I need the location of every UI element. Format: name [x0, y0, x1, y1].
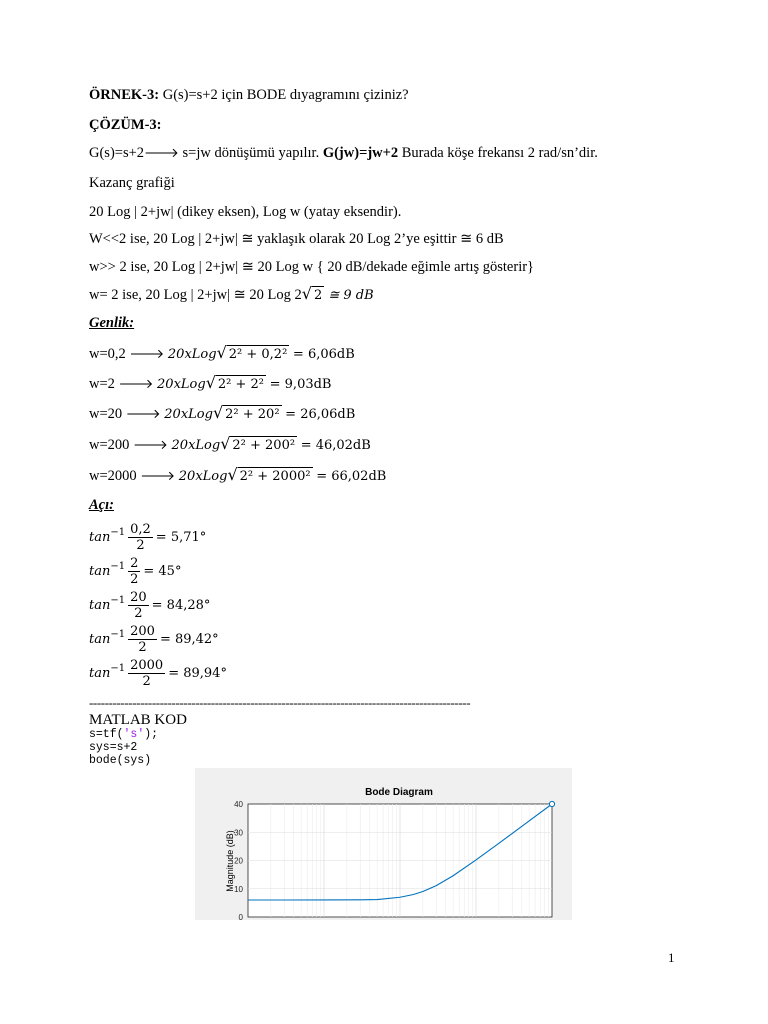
genlik-result: = 46,02dB: [300, 438, 371, 453]
fraction-num: 0,2: [130, 522, 151, 537]
sqrt-sign: √: [216, 343, 227, 362]
y-tick-label: 20: [234, 856, 243, 866]
y-tick-label: 40: [234, 800, 243, 809]
aci-row: [89, 624, 219, 655]
tan-exp: −1: [110, 629, 126, 640]
fraction: [128, 590, 149, 621]
sqrt-sign: √: [301, 284, 312, 303]
code-line-2: sys=s+2: [89, 741, 138, 754]
genlik-title-text: Genlik:: [89, 315, 135, 331]
aci-result: = 84,28°: [151, 597, 211, 613]
example-label: ÖRNEK-3:: [89, 87, 160, 103]
genlik-prefix: 20xLog: [178, 469, 228, 484]
aci-result: = 89,94°: [168, 665, 227, 681]
bode-figure: [195, 768, 572, 920]
fraction-num: 200: [130, 624, 155, 639]
fraction: [128, 522, 153, 553]
sqrt-sign: √: [227, 465, 238, 484]
genlik-prefix: 20xLog: [167, 347, 217, 362]
y-axis-label: Magnitude (dB): [225, 830, 235, 892]
sqrt-sign: √: [220, 434, 231, 453]
genlik-result: = 66,02dB: [316, 469, 387, 484]
fraction-num: 20: [130, 590, 147, 605]
genlik-w: w=2: [89, 376, 115, 392]
code-tf: s=tf(: [89, 728, 124, 741]
genlik-w: w=20: [89, 406, 123, 422]
code-end: );: [144, 728, 159, 741]
intro-line-3: 20 Log | 2+jw| (dikey eksen), Log w (yatay eksendir).: [89, 204, 402, 220]
aci-result: = 45°: [143, 563, 182, 579]
genlik-prefix: 20xLog: [157, 377, 206, 392]
aci-title-text: Açı:: [89, 497, 114, 513]
genlik-w: w=0,2: [89, 346, 126, 362]
intro-transform: s=jw dönüşümü yapılır.: [178, 145, 323, 161]
tan-exp: −1: [110, 527, 126, 538]
genlik-radicand: 2² + 20²: [225, 407, 280, 422]
genlik-row: [89, 374, 332, 394]
example-line: [89, 86, 409, 104]
genlik-row: [89, 404, 355, 424]
series-end-marker: [549, 801, 554, 806]
matlab-title: MATLAB KOD: [89, 712, 187, 728]
intro-line-1: [89, 144, 598, 163]
intro-line-5: w>> 2 ise, 20 Log | 2+jw| ≅ 20 Log w { 20 dB/dekade eğimle artış gösterir}: [89, 259, 535, 275]
genlik-title: [89, 314, 134, 332]
fraction: [128, 658, 165, 689]
aci-result: = 5,71°: [155, 529, 207, 545]
arrow-icon: 🡒: [133, 438, 168, 453]
aci-row: [89, 590, 210, 621]
tan-fn: tan: [89, 563, 111, 579]
genlik-radicand: 2² + 2000²: [239, 469, 311, 484]
tan-fn: tan: [89, 529, 111, 545]
fraction-num: 2000: [130, 658, 164, 673]
genlik-row: [89, 344, 355, 364]
fraction-den: 2: [138, 640, 147, 655]
genlik-w: w=2000: [89, 468, 137, 484]
chart-title: Bode Diagram: [365, 787, 433, 798]
arrow-icon: 🡒: [129, 347, 165, 362]
y-tick-label: 0: [238, 913, 243, 920]
tan-fn: tan: [89, 631, 111, 647]
sqrt-sign: √: [212, 403, 224, 422]
fraction-den: 2: [130, 572, 139, 587]
arrow-icon: 🡒: [118, 377, 154, 392]
y-tick-label: 30: [234, 828, 243, 838]
tan-exp: −1: [110, 595, 126, 606]
genlik-prefix: 20xLog: [164, 407, 213, 422]
example-text: G(s)=s+2 için BODE dıyagramını çiziniz?: [159, 87, 409, 103]
tan-fn: tan: [89, 597, 111, 613]
genlik-radicand: 2² + 0,2²: [228, 347, 288, 362]
separator: -------------------------------------------------------------------------------------------------: [89, 695, 471, 710]
sqrt-radicand: 2: [313, 288, 323, 303]
genlik-radicand: 2² + 200²: [232, 438, 296, 453]
fraction: [128, 624, 157, 655]
y-ticks: [234, 800, 243, 920]
sqrt-sign: √: [205, 373, 216, 392]
fraction: [128, 556, 140, 587]
solution-line: [89, 116, 162, 134]
genlik-result: = 9,03dB: [269, 377, 332, 392]
arrow-icon: 🡒: [140, 469, 176, 484]
arrow-icon: 🡒: [125, 407, 161, 422]
intro-gjw: G(jw)=jw+2: [322, 145, 399, 161]
tan-exp: −1: [110, 663, 126, 674]
code-string: 's': [123, 728, 145, 741]
intro-corner: Burada köşe frekansı 2 rad/sn’dir.: [398, 145, 598, 161]
fraction-den: 2: [136, 538, 145, 553]
aci-title: [89, 496, 114, 514]
genlik-w: w=200: [89, 437, 130, 453]
page-number: 1: [668, 950, 675, 965]
genlik-row: [89, 466, 386, 486]
intro-line-2: Kazanç grafiği: [89, 175, 175, 191]
tan-fn: tan: [89, 665, 111, 681]
tan-exp: −1: [110, 561, 126, 572]
intro-l6-text: w= 2 ise, 20 Log | 2+jw| ≅ 20 Log 2: [89, 287, 302, 303]
code-line-1: [89, 728, 158, 741]
genlik-result: = 26,06dB: [285, 407, 356, 422]
intro-l6-result: ≅ 9 dB: [324, 288, 374, 303]
code-line-3: bode(sys): [89, 754, 152, 767]
genlik-radicand: 2² + 2²: [217, 377, 265, 392]
fraction-num: 2: [130, 556, 139, 571]
genlik-result: = 6,06dB: [292, 347, 355, 362]
solution-label: ÇÖZÜM-3:: [89, 117, 162, 133]
aci-row: [89, 658, 227, 689]
bode-chart: [195, 768, 572, 920]
genlik-row: [89, 435, 371, 455]
intro-line-6: [89, 285, 374, 305]
fraction-den: 2: [134, 606, 143, 621]
aci-row: [89, 522, 206, 553]
fraction-den: 2: [142, 674, 151, 689]
genlik-prefix: 20xLog: [171, 438, 221, 453]
arrow-icon: 🡒: [144, 146, 179, 161]
intro-gs: G(s)=s+2: [89, 145, 145, 161]
intro-line-4: W<<2 ise, 20 Log | 2+jw| ≅ yaklaşık olarak 20 Log 2’ye eşittir ≅ 6 dB: [89, 231, 504, 247]
y-tick-label: 10: [234, 884, 243, 894]
aci-result: = 89,42°: [159, 631, 219, 647]
aci-row: [89, 556, 181, 587]
